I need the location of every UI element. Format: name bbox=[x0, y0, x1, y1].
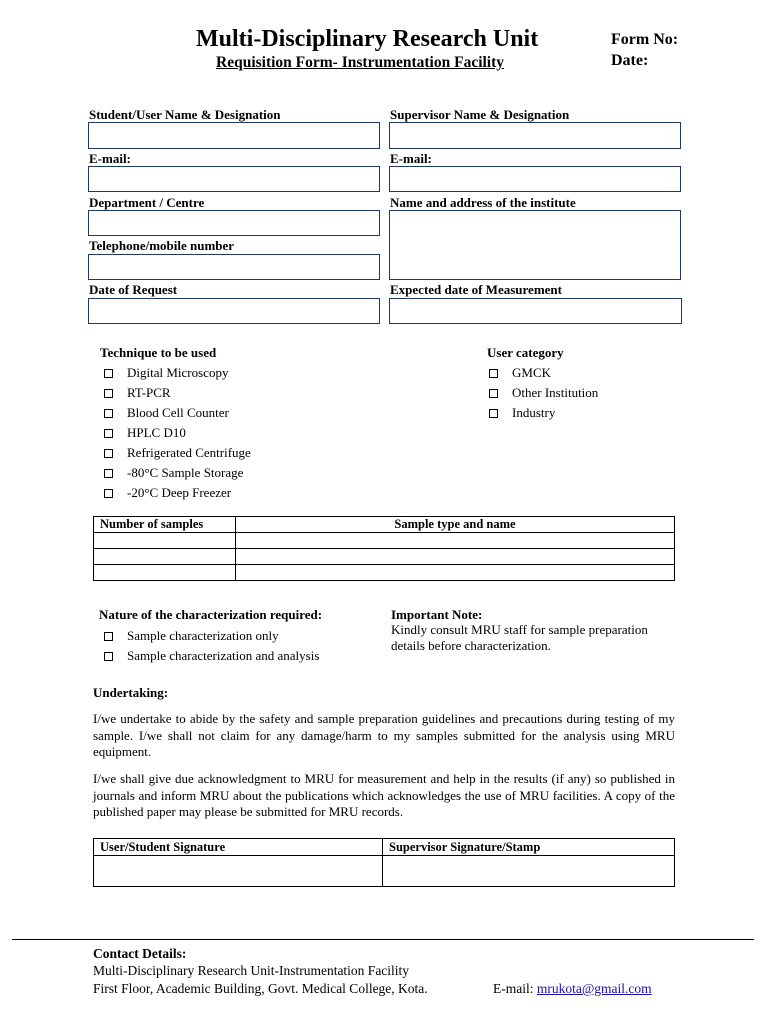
table-cell[interactable] bbox=[236, 565, 675, 581]
user-category-list bbox=[489, 363, 598, 423]
technique-option[interactable]: Digital Microscopy bbox=[104, 363, 251, 383]
sample-type-header: Sample type and name bbox=[236, 517, 675, 533]
contact-line-2: First Floor, Academic Building, Govt. Medical College, Kota. bbox=[93, 981, 428, 996]
table-row bbox=[94, 856, 675, 887]
table-cell[interactable] bbox=[236, 549, 675, 565]
user-signature-cell[interactable] bbox=[94, 856, 383, 887]
supervisor-email-label: E-mail: bbox=[390, 151, 432, 166]
expected-date-label: Expected date of Measurement bbox=[390, 282, 562, 297]
date-request-field[interactable] bbox=[88, 298, 380, 324]
contact-email bbox=[493, 981, 652, 997]
technique-option[interactable]: Blood Cell Counter bbox=[104, 403, 251, 423]
user-category-heading: User category bbox=[487, 345, 564, 360]
nature-heading: Nature of the characterization required: bbox=[99, 607, 323, 622]
student-name-field[interactable] bbox=[88, 122, 380, 149]
table-cell[interactable] bbox=[94, 533, 236, 549]
supervisor-name-field[interactable] bbox=[389, 122, 681, 149]
email-link[interactable]: mrukota@gmail.com bbox=[536, 981, 652, 996]
student-email-label: E-mail: bbox=[89, 151, 131, 166]
supervisor-email-field[interactable] bbox=[389, 166, 681, 192]
user-category-option[interactable]: Other Institution bbox=[489, 383, 598, 403]
student-name-label: Student/User Name & Designation bbox=[89, 107, 281, 122]
telephone-label: Telephone/mobile number bbox=[89, 238, 235, 253]
nature-option[interactable]: Sample characterization only bbox=[104, 626, 319, 646]
note-text: Kindly consult MRU staff for sample preparation details before characterization. bbox=[391, 622, 648, 653]
contact-heading: Contact Details: bbox=[93, 946, 187, 961]
technique-heading: Technique to be used bbox=[100, 345, 217, 360]
contact-line-1: Multi-Disciplinary Research Unit-Instrumentation Facility bbox=[93, 963, 410, 978]
technique-option[interactable]: -80°C Sample Storage bbox=[104, 463, 251, 483]
footer-divider bbox=[12, 939, 754, 940]
supervisor-name-label: Supervisor Name & Designation bbox=[390, 107, 570, 122]
checkbox-icon[interactable] bbox=[104, 652, 113, 661]
nature-option[interactable]: Sample characterization and analysis bbox=[104, 646, 319, 666]
user-signature-header: User/Student Signature bbox=[94, 839, 383, 856]
undertaking-paragraph-2: I/we shall give due acknowledgment to MRU for measurement and help in the results (if any) so published in journals and inform MRU about the publications which acknowledges the use of MRU facilities. A copy of the published paper may please be submitted for MRU records. bbox=[93, 771, 675, 819]
institute-label: Name and address of the institute bbox=[390, 195, 576, 210]
table-header-row bbox=[94, 839, 675, 856]
email-label: E-mail: bbox=[493, 981, 534, 996]
checkbox-icon[interactable] bbox=[104, 632, 113, 641]
checkbox-icon[interactable] bbox=[104, 409, 113, 418]
institute-field[interactable] bbox=[389, 210, 681, 280]
table-row bbox=[94, 533, 675, 549]
user-category-option[interactable]: Industry bbox=[489, 403, 598, 423]
nature-list bbox=[104, 626, 319, 666]
table-row bbox=[94, 565, 675, 581]
table-row bbox=[94, 549, 675, 565]
samples-count-header: Number of samples bbox=[94, 517, 236, 533]
table-cell[interactable] bbox=[236, 533, 675, 549]
expected-date-field[interactable] bbox=[389, 298, 682, 324]
undertaking-paragraph-1: I/we undertake to abide by the safety and sample preparation guidelines and precautions during testing of my sample. I/we shall not claim for any damage/harm to my samples submitted for the analysis using MRU equipment. bbox=[93, 711, 675, 759]
undertaking-heading: Undertaking: bbox=[93, 685, 169, 700]
technique-option[interactable]: Refrigerated Centrifuge bbox=[104, 443, 251, 463]
student-email-field[interactable] bbox=[88, 166, 380, 192]
department-field[interactable] bbox=[88, 210, 380, 236]
table-header-row bbox=[94, 517, 675, 533]
checkbox-icon[interactable] bbox=[104, 469, 113, 478]
checkbox-icon[interactable] bbox=[489, 389, 498, 398]
table-cell[interactable] bbox=[94, 549, 236, 565]
department-label: Department / Centre bbox=[89, 195, 205, 210]
table-cell[interactable] bbox=[94, 565, 236, 581]
checkbox-icon[interactable] bbox=[104, 489, 113, 498]
technique-option[interactable]: HPLC D10 bbox=[104, 423, 251, 443]
technique-option[interactable]: RT-PCR bbox=[104, 383, 251, 403]
page-title: Multi-Disciplinary Research Unit bbox=[196, 26, 539, 52]
checkbox-icon[interactable] bbox=[489, 369, 498, 378]
checkbox-icon[interactable] bbox=[489, 409, 498, 418]
checkbox-icon[interactable] bbox=[104, 369, 113, 378]
supervisor-signature-cell[interactable] bbox=[383, 856, 675, 887]
note-heading: Important Note: bbox=[391, 607, 483, 622]
date-request-label: Date of Request bbox=[89, 282, 178, 297]
checkbox-icon[interactable] bbox=[104, 449, 113, 458]
samples-table bbox=[93, 516, 675, 581]
checkbox-icon[interactable] bbox=[104, 429, 113, 438]
user-category-option[interactable]: GMCK bbox=[489, 363, 598, 383]
technique-option[interactable]: -20°C Deep Freezer bbox=[104, 483, 251, 503]
signature-table bbox=[93, 838, 675, 887]
form-subtitle: Requisition Form- Instrumentation Facility bbox=[216, 54, 505, 71]
checkbox-icon[interactable] bbox=[104, 389, 113, 398]
technique-list bbox=[104, 363, 251, 503]
supervisor-signature-header: Supervisor Signature/Stamp bbox=[383, 839, 675, 856]
telephone-field[interactable] bbox=[88, 254, 380, 280]
form-no-label: Form No: bbox=[611, 31, 679, 48]
date-label: Date: bbox=[611, 52, 649, 69]
